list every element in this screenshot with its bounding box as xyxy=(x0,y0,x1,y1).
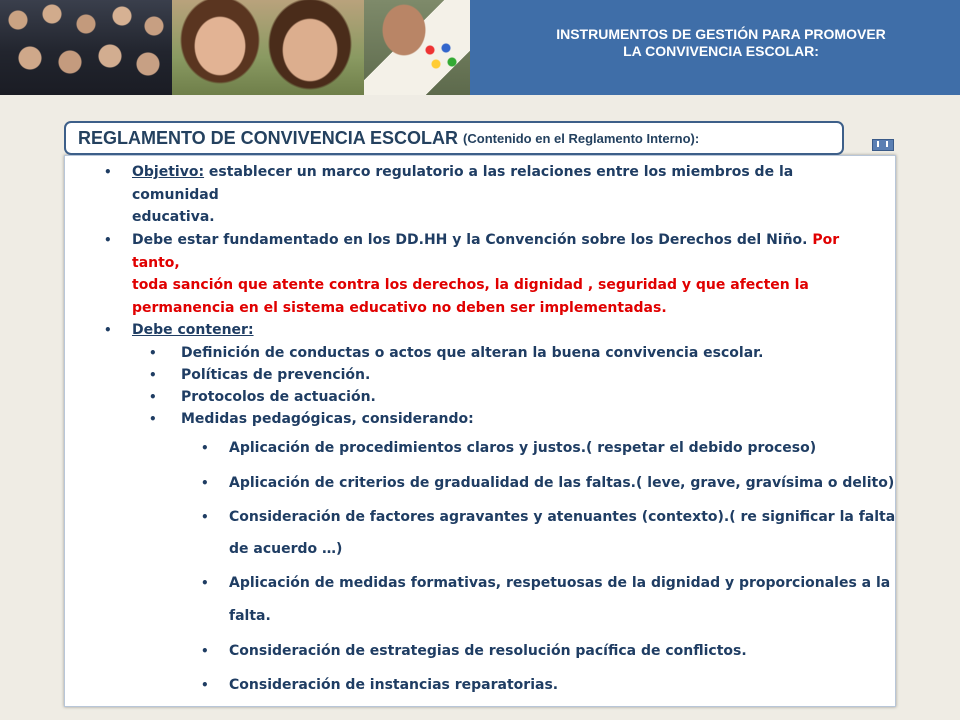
must-contain-item xyxy=(104,319,872,342)
content-panel xyxy=(64,155,896,707)
header-title xyxy=(470,0,960,95)
bullet-icon: • xyxy=(201,644,209,658)
slide-control-button[interactable] xyxy=(872,139,894,151)
measure-item xyxy=(201,437,817,460)
book-illustration xyxy=(422,40,460,74)
measure-text: Consideración de estrategias de resolución pacífica de conflictos. xyxy=(229,643,747,659)
objective-text: establecer un marco regulatorio a las relaciones entre los miembros de la comunidad xyxy=(132,164,794,203)
bullet-icon: • xyxy=(201,678,209,692)
bullet-icon: • xyxy=(149,390,157,404)
subitem-text: Definición de conductas o actos que alteran la buena convivencia escolar. xyxy=(181,345,764,361)
measure-item-cont xyxy=(229,538,342,561)
measure-text: Consideración de instancias reparatorias. xyxy=(229,677,559,693)
foundation-warning-2: toda sanción que atente contra los derechos, la dignidad , seguridad y que afecten la xyxy=(132,277,809,293)
subitem-text: Políticas de prevención. xyxy=(181,367,371,383)
measure-text: Consideración de factores agravantes y atenuantes (contexto).( re significar la falta xyxy=(229,509,896,525)
objective-text-cont: educativa. xyxy=(132,209,215,225)
subitem-text: Protocolos de actuación. xyxy=(181,389,376,405)
section-title-box xyxy=(64,121,844,155)
bullet-icon: • xyxy=(201,476,209,490)
bullet-icon: • xyxy=(201,441,209,455)
must-contain-subitem xyxy=(149,342,764,365)
bullet-icon: • xyxy=(201,576,209,590)
bullet-icon: • xyxy=(149,346,157,360)
measure-item xyxy=(201,674,559,697)
foundation-text: Debe estar fundamentado en los DD.HH y la Convención sobre los Derechos del Niño. xyxy=(132,232,813,248)
must-contain-subitem xyxy=(149,408,474,431)
measure-text: Aplicación de criterios de gradualidad de las faltas.( leve, grave, gravísima o delito) xyxy=(229,475,895,491)
objective-item xyxy=(104,161,872,229)
bullet-icon: • xyxy=(149,412,157,426)
must-contain-subitem xyxy=(149,386,376,409)
foundation-warning-1: Por tanto, xyxy=(132,232,840,271)
two-girls-photo xyxy=(172,0,364,95)
measure-text: falta. xyxy=(229,608,271,624)
header-title-line1: INSTRUMENTOS DE GESTIÓN PARA PROMOVER xyxy=(556,26,886,42)
section-title: REGLAMENTO DE CONVIVENCIA ESCOLAR xyxy=(78,127,459,148)
bullet-icon: • xyxy=(149,368,157,382)
bullet-icon: • xyxy=(104,323,112,337)
bullet-icon: • xyxy=(104,165,112,179)
measure-item xyxy=(201,572,891,595)
section-subtitle: (Contenido en el Reglamento Interno): xyxy=(463,130,700,146)
must-contain-label: Debe contener: xyxy=(132,322,254,338)
measure-text: Aplicación de medidas formativas, respetuosas de la dignidad y proporcionales a la xyxy=(229,575,891,591)
measure-text: de acuerdo …) xyxy=(229,541,343,557)
objective-label: Objetivo: xyxy=(132,164,205,180)
measure-item xyxy=(201,506,896,529)
subitem-text: Medidas pedagógicas, considerando: xyxy=(181,411,474,427)
measure-item xyxy=(201,640,747,663)
foundation-warning-3: permanencia en el sistema educativo no deben ser implementadas. xyxy=(132,299,667,316)
bullet-icon: • xyxy=(104,233,112,247)
boy-reading-photo xyxy=(364,0,470,95)
measure-item xyxy=(201,472,895,495)
header-title-line2: LA CONVIVENCIA ESCOLAR: xyxy=(623,43,819,59)
foundation-item xyxy=(104,229,872,319)
bullet-icon: • xyxy=(201,510,209,524)
students-crowd-photo xyxy=(0,0,172,95)
must-contain-subitem xyxy=(149,364,371,387)
measure-item-cont xyxy=(229,605,271,628)
header-banner xyxy=(0,0,960,95)
measure-text: Aplicación de procedimientos claros y justos.( respetar el debido proceso) xyxy=(229,440,817,456)
